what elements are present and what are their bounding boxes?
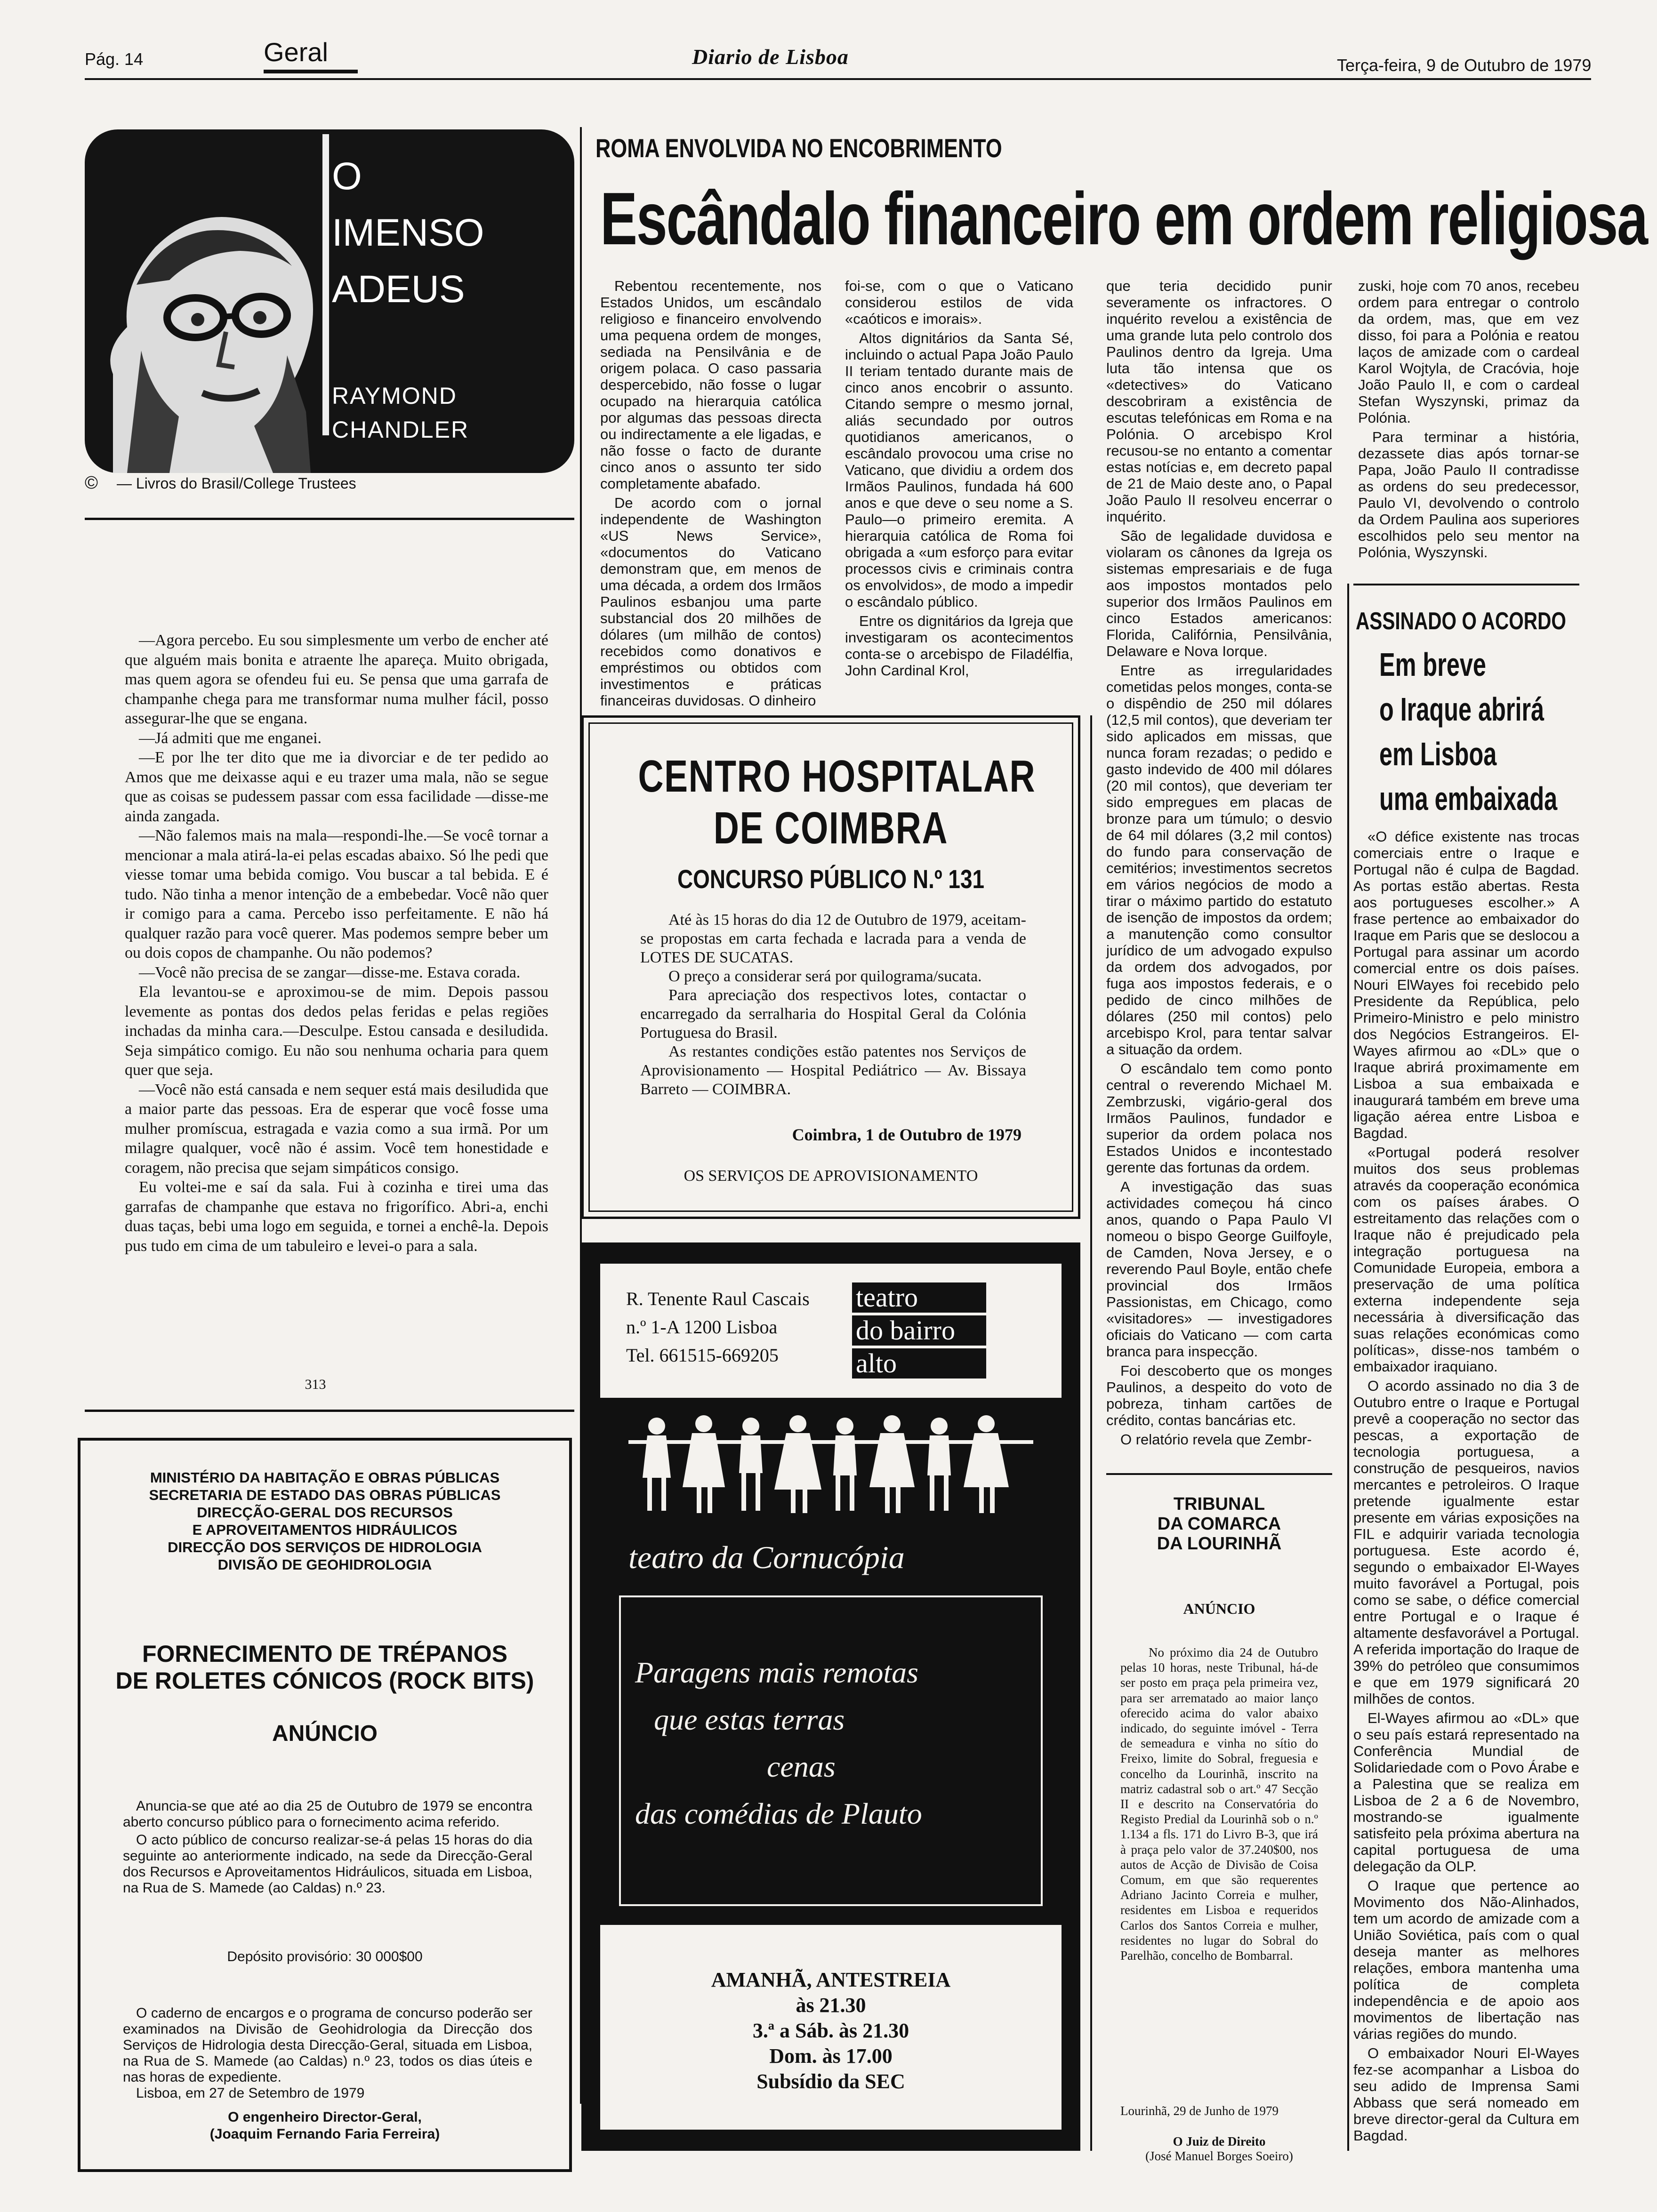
article-paragraph: O relatório revela que Zembr- — [1120, 1431, 1312, 1448]
article-paragraph: Para terminar a história, dezassete dias após tornar-se Papa, João Paulo II contradisse as ordens do seu predecessor, Paulo VI, devolvendo o controlo da Ordem Paulina aos superiores escolhidos pelo seu mentor na Polónia, Wyszynski. — [1358, 429, 1579, 561]
hospital-date: Coimbra, 1 de Outubro de 1979 — [792, 1125, 1022, 1144]
theatre-logo: teatro do bairro alto — [852, 1282, 986, 1378]
iraq-paragraph: El-Wayes afirmou ao «DL» que o seu país estará representado na Conferência Mundial de Solidariedade com o Povo Árabe e a Palestina que se realiza em Lisboa de 2 a 6 de Novembro, mostrando-se igualmente satisfeito pela próxima abertura na capital portuguesa de uma delegação da OLP. — [1353, 1710, 1579, 1875]
article-paragraph: O escândalo tem como ponto central o reverendo Michael M. Zembrzuski, vigário-geral dos Irmãos Paulinos, fundador e superior da ordem polaca nos Estados Unidos e incontestado gerente das fortunas da ordem. — [1106, 1060, 1332, 1176]
theatre-show-line: cenas — [767, 1750, 836, 1783]
book-author-line-2: CHANDLER — [332, 417, 469, 443]
ministry-title-line: DE ROLETES CÓNICOS (ROCK BITS) — [115, 1667, 534, 1694]
theatre-schedule-line: 3.ª a Sáb. às 21.30 — [752, 2019, 909, 2042]
ministry-signer-title: O engenheiro Director-Geral, — [228, 2109, 422, 2125]
ministry-header-line: DIVISÃO DE GEOHIDROLOGIA — [217, 1556, 432, 1573]
theatre-schedule-line: Dom. às 17.00 — [769, 2044, 893, 2068]
tribunal-date: Lourinhã, 29 de Junho de 1979 — [1120, 2104, 1279, 2118]
tribunal-anuncio: ANÚNCIO — [1183, 1600, 1255, 1617]
book-title-line-1: O — [332, 155, 362, 198]
article-column-1 — [600, 278, 821, 709]
book-paragraph: —Agora percebo. Eu sou simplesmente um verbo de encher até que alguém mais bonita e atraente lhe apareça. Muito obrigada, mas quem agora se ofendeu fui eu. Se pensa que uma garrafa de champanhe chega para me transformar numa mulher fácil, posso assegurar-lhe que se engana. — [125, 632, 548, 727]
book-paragraph: —E por lhe ter dito que me ia divorciar e de ter pedido ao Amos que me deixasse aqui e eu trazer uma mala, não se segue que as coisas se pudessem passar com essa facilidade —disse-me ainda zangada. — [125, 749, 548, 825]
article-paragraph: A investigação das suas actividades começou há cinco anos, quando o Papa Paulo VI nomeou o bispo George Guilfoyle, de Camden, Nova Jersey, e o reverendo Paul Boyle, então chefe provincial dos Irmãos Passionistas, em Chicago, como «visitadores» — investigadores oficiais do Vaticano — com carta branca para inspecção. — [1106, 1178, 1332, 1360]
theatre-show-line: Paragens mais remotas — [635, 1656, 919, 1689]
tribunal-signer-title: O Juiz de Direito — [1173, 2134, 1266, 2148]
theatre-illustration — [600, 1398, 1062, 1925]
issue-date: Terça-feira, 9 de Outubro de 1979 — [1337, 56, 1592, 75]
theatre-ad — [581, 1242, 1080, 2151]
hospital-ad — [581, 715, 1080, 1219]
section-underline — [264, 70, 358, 73]
ministry-header-line: DIRECÇÃO-GERAL DOS RECURSOS — [197, 1504, 453, 1521]
theatre-company: teatro da Cornucópia — [628, 1539, 905, 1575]
theatre-schedule-line: AMANHÃ, ANTESTREIA — [711, 1968, 951, 1991]
hospital-title-line-2: DE COIMBRA — [713, 803, 949, 853]
header-rule — [85, 78, 1591, 80]
hospital-paragraph: Para apreciação dos respectivos lotes, contactar o encarregado da serralharia do Hospital Geral da Colónia Portuguesa do Brasil. — [640, 986, 1026, 1042]
tribunal-signer-name: (José Manuel Borges Soeiro) — [1145, 2149, 1293, 2163]
book-page-number: 313 — [305, 1377, 326, 1392]
theatre-show-line: que estas terras — [654, 1703, 845, 1736]
hospital-footer: OS SERVIÇOS DE APROVISIONAMENTO — [684, 1167, 978, 1185]
article-headline: Escândalo financeiro em ordem religiosa — [600, 177, 1647, 260]
book-title-line-2: IMENSO — [332, 211, 484, 254]
book-rule-bottom — [85, 1410, 574, 1412]
hospital-subtitle: CONCURSO PÚBLICO N.º 131 — [677, 864, 985, 894]
tribunal-title-line: DA COMARCA — [1157, 1514, 1281, 1534]
article-column-2 — [845, 278, 1073, 692]
article-paragraph: São de legalidade duvidosa e violaram os cânones da Igreja os sistemas empresariais e de fuga aos impostos montados pelo superior dos Irmãos Paulinos em cinco Estados americanos: Florida, Califórnia, Pensilvânia, Delaware e Nova Iorque. — [1106, 528, 1332, 659]
iraq-body — [1353, 828, 1579, 2146]
article-column-3 — [1106, 278, 1332, 1468]
ministry-title-line: FORNECIMENTO DE TRÉPANOS — [142, 1641, 507, 1667]
article-paragraph: Foi descoberto que os monges Paulinos, a despeito do voto de pobreza, tinham cartões de crédito, contas bancárias etc. — [1106, 1362, 1332, 1428]
iraq-paragraph: «Portugal poderá resolver muitos dos seus problemas através da cooperação económica com os países árabes. O estreitamento das relações com o Iraque não é prejudicado pela integração portuguesa na Comunidade Europeia, embora a preservação de uma política externa independente seja necessária à diversificação das suas relações económicas como políticas», disse-nos também o embaixador iraquiano. — [1353, 1144, 1579, 1375]
iraq-paragraph: O embaixador Nouri El-Wayes fez-se acompanhar a Lisboa do seu adido de Imprensa Sami Abbass que será nomeado em breve director-geral da Cultura em Bagdad. — [1353, 2045, 1579, 2144]
article-paragraph: foi-se, com o que o Vaticano considerou estilos de vida «caóticos e imorais». — [845, 278, 1073, 327]
ministry-paragraph: O caderno de encargos e o programa de concurso poderão ser examinados na Divisão de Geohidrologia da Direcção dos Serviços de Hidrologia desta Direcção-Geral, situada em Lisboa, na Rua de S. Mamede (ao Caldas) n.º 23, todos os dias úteis e nas horas de expediente. — [123, 2005, 532, 2085]
article-paragraph: Rebentou recentemente, nos Estados Unidos, um escândalo religioso e financeiro envolvendo uma pequena ordem de monges, sediada na Pensilvânia e de origem polaca. O caso passaria despercebido, não fosse o lugar ocupado na hierarquia católica por algumas das pessoas directa ou indirectamente a ele ligadas, e não fosse o facto de durante cinco anos o assunto ter sido completamente abafado. — [600, 278, 821, 492]
theatre-address-line: Tel. 661515-669205 — [626, 1345, 779, 1366]
tribunal-body: No próximo dia 24 de Outubro pelas 10 horas, neste Tribunal, há-de ser posto em praça pela primeira vez, para ser arrematado ao maior lanço oferecido acima do valor abaixo indicado, do seguinte imóvel - Terra de semeadura e vinha no sítio do Freixo, limite do Sobral, freguesia e concelho da Lourinhã, inscrito na matriz cadastral sob o art.º 47 Secção II e descrito na Conservatória do Registo Predial da Lourinhã sob o n.º 1.134 a fls. 171 do Livro B-3, que irá à praça pelo valor de 37.240$00, nos autos de Acção de Divisão de Coisa Comum, em que são requerentes Adriano Jacinto Correia e mulher, residentes em Lisboa e requeridos Carlos dos Santos Correia e mulher, residentes no lugar do Sobral do Parelhão, concelho de Bombarral. — [1120, 1645, 1318, 1963]
ministry-signer-name: (Joaquim Fernando Faria Ferreira) — [209, 2126, 440, 2142]
iraq-rule — [1353, 584, 1579, 585]
theatre-schedule-line: Subsídio da SEC — [756, 2070, 905, 2093]
hospital-paragraph: As restantes condições estão patentes nos Serviços de Aprovisionamento — Hospital Pediátrico — Av. Bissaya Barreto — COIMBRA. — [640, 1043, 1026, 1098]
column-divider — [1347, 584, 1349, 2151]
article-paragraph: Entre os dignitários da Igreja que investigaram os acontecimentos conta-se o arcebispo de Filadélfia, John Cardinal Krol, — [845, 613, 1073, 679]
tribunal-title-line: DA LOURINHÃ — [1157, 1534, 1282, 1554]
ministry-header-line: E APROVEITAMENTOS HIDRÁULICOS — [192, 1522, 458, 1538]
ministry-paragraph: O acto público de concurso realizar-se-á pelas 15 horas do dia seguinte ao anteriormente indicado, na sede da Direcção-Geral dos Recursos e Aproveitamentos Hidráulicos, situada em Lisboa, na Rua de S. Mamede (ao Caldas) n.º 23. — [123, 1832, 532, 1896]
ministry-deposit: Depósito provisório: 30 000$00 — [227, 1949, 423, 1964]
theatre-address-line: n.º 1-A 1200 Lisboa — [626, 1316, 778, 1338]
article-paragraph: zuski, hoje com 70 anos, recebeu ordem para entregar o controlo da ordem, mas, que em vez disso, foi para a Polónia e reatou laços de amizade com o cardeal Karol Wojtyla, de Cracóvia, hoje João Paulo II, e com o cardeal Stefan Wyszynski, primaz da Polónia. — [1358, 278, 1579, 426]
article-paragraph: Altos dignitários da Santa Sé, incluindo o actual Papa João Paulo II teriam tentado durante mais de cinco anos encobrir o assunto. Citando sempre o mesmo jornal, aliás secundado por outros quotidianos americanos, o escândalo provocou uma crise no Vaticano, que dividiu a ordem dos Irmãos Paulinos, fundada há 600 anos e que deve o seu nome a S. Paulo—o primeiro eremita. A hierarquia católica de Roma foi obrigada a «um esforço para evitar processos civis e criminais contra os envolvidos», de modo a impedir o escândalo público. — [845, 330, 1073, 610]
book-paragraph: —Não falemos mais na mala—respondi-lhe.—Se você tornar a mencionar a mala atirá-la-ei pelas escadas abaixo. Só lhe pedi que viesse tomar uma bebida comigo. Vou buscar a tal bebida. E é tudo. Não tinha a menor intenção de a embebedar. Você não quer ir comigo para a cama. Percebo isso perfeitamente. E não há qualquer razão para você querer. Mas podemos sempre beber um ou dois copos de champanhe. Ou não podemos? — [125, 827, 548, 962]
book-excerpt — [125, 631, 548, 1256]
article-paragraph: De acordo com o jornal independente de Washington «US News Service», «documentos do Vaticano demonstram que, em menos de uma década, a ordem dos Irmãos Paulinos esbanjou uma parte substancial dos 20 milhões de dólares (um milhão de contos) recebidos como donativos e empréstimos ou obtidos com investimentos e práticas financeiras duvidosas. O dinheiro — [600, 495, 821, 709]
column-divider — [1090, 715, 1092, 2151]
theatre-show-panel — [619, 1595, 1043, 1906]
theatre-schedule-line: às 21.30 — [796, 1994, 866, 2017]
ministry-place-date: Lisboa, em 27 de Setembro de 1979 — [136, 2085, 365, 2101]
theatre-address-line: R. Tenente Raul Cascais — [626, 1288, 810, 1309]
theatre-show-line: das comédias de Plauto — [635, 1797, 922, 1830]
book-credit — [85, 473, 356, 493]
section-name: Geral — [264, 37, 328, 67]
ministry-header-line: DIRECÇÃO DOS SERVIÇOS DE HIDROLOGIA — [168, 1539, 482, 1555]
article-paragraph: que teria decidido punir severamente os infractores. O inquérito revelou a existência de uma grande luta pelo controlo dos Paulinos dentro da Igreja. Uma luta tão intensa que os «detectives» do Vaticano descobriram a existência de escutas telefónicas em Roma e na Polónia. O arcebispo Krol recusou-se no entanto a comentar estas notícias e, em decreto papal de 21 de Maio deste ano, o Papal João Paulo II resolveu encerrar o inquérito. — [1106, 278, 1332, 525]
book-cover — [85, 129, 574, 473]
ministry-ad — [78, 1438, 572, 2172]
ministry-paragraph: Anuncia-se que até ao dia 25 de Outubro de 1979 se encontra aberto concurso público para o fornecimento acima referido. — [123, 1798, 532, 1830]
hospital-paragraph: O preço a considerar será por quilograma/sucata. — [668, 968, 982, 985]
ministry-anuncio: ANÚNCIO — [272, 1721, 378, 1746]
author-portrait — [85, 129, 348, 473]
iraq-kicker: ASSINADO O ACORDO — [1356, 608, 1566, 635]
book-paragraph: —Você não precisa de se zangar—disse-me. Estava corada. — [139, 963, 521, 981]
dancers-figures-icon — [600, 1407, 1062, 1525]
article-paragraph: Entre as irregularidades cometidas pelos monges, conta-se o dispêndio de 250 mil dólares (12,5 mil contos), que deveriam ter sido aplicados em missas, que nunca foram rezadas; o pedido e gasto indevido de 400 mil dólares (20 mil contos), que deveriam ter sido empregues em placas de bronze para um túmulo; o desvio de 64 mil dólares (3,2 mil contos) do fundo para conservação de cemitérios; investimentos secretos em vários negócios de modo a tirar o máximo partido do estatuto de isenção de impostos da ordem; a manutenção como consultor jurídico de um advogado expulso da ordem dos advogados, por fuga aos impostos federais, e o pedido de cinco milhões de dólares (250 mil contos) pelo arcebispo Krol, para tentar salvar a situação da ordem. — [1106, 662, 1332, 1058]
tribunal-title — [1106, 1494, 1332, 1554]
iraq-paragraph: O Iraque que pertence ao Movimento dos Não-Alinhados, tem um acordo de amizade com a União Soviética, país com o qual deseja manter as melhores relações, embora mantenha uma política de completa independência e de apoio aos movimentos de libertação nas várias regiões do mundo. — [1353, 1877, 1579, 2042]
book-title-line-3: ADEUS — [332, 268, 465, 311]
book-paragraph: —Já admiti que me enganei. — [139, 729, 322, 747]
book-paragraph: Eu voltei-me e saí da sala. Fui à cozinha e tirei uma das garrafas de champanhe que estava no frigorífico. Abri-a, enchi duas taças, bebi uma logo em seguida, e tornei a enchê-la. Depois pus tudo em cima de um tabuleiro e levei-o para a sala. — [125, 1178, 548, 1255]
iraq-paragraph: O acordo assinado no dia 3 de Outubro entre o Iraque e Portugal prevê a cooperação no sector das pescas, a exportação de tecnologia portuguesa, a construção de pesqueiros, navios mercantes e petroleiros. O Iraque pretende igualmente estar presente em várias exposições na FIL e adquirir variada tecnologia portuguesa. Este acordo é, segundo o embaixador El-Wayes muito favorável a Portugal, pois como se sabe, o défice comercial entre Portugal e o Iraque é altamente desfavorável a Portugal. A referida importação do Iraque de 39% do petróleo que consumimos e que em 1979 significará 20 milhões de contos. — [1353, 1378, 1579, 1707]
book-credit-text: — Livros do Brasil/College Trustees — [117, 475, 356, 492]
book-paragraph: Ela levantou-se e aproximou-se de mim. Depois passou levemente as pontas dos dedos pelas feridas e pelas regiões inchadas da minha cara.—Desculpe. Estou cansada e desiludida. Seja simpático comigo. Eu não sou nenhuma ocharia para quem quer que seja. — [125, 983, 548, 1079]
hospital-paragraph: Até às 15 horas do dia 12 de Outubro de 1979, aceitam-se propostas em carta fechada e lacrada para a venda de LOTES DE SUCATAS. — [640, 911, 1026, 966]
tribunal-rule — [1106, 1473, 1332, 1475]
book-paragraph: —Você não está cansada e nem sequer está mais desiludida que a maior parte das pessoas. Era de esperar que você fosse uma mulher promíscua, estragada e vazia como a sua irmã. Por um milagre qualquer, você não é assim. Você tem honestidade e coragem, não precisa que sejam simpáticos consigo. — [125, 1081, 548, 1177]
book-rule-top — [85, 518, 574, 520]
page-number: Pág. 14 — [85, 49, 144, 69]
masthead: Diario de Lisboa — [692, 45, 849, 69]
iraq-paragraph: «O défice existente nas trocas comerciais entre o Iraque e Portugal não é culpa de Bagdad. As portas estão abertas. Resta aos portugueses escolher.» A frase pertence ao embaixador do Iraque em Paris que se deslocou a Portugal para assinar um acordo comercial entre os dois países. Nouri ElWayes foi recebido pelo Presidente da República, pelo Primeiro-Ministro e pelo ministro dos Negócios Estrangeiros. El-Wayes afirmou ao «DL» que o Iraque abrirá proximamente em Lisboa a sua embaixada e inaugurará também em breve uma ligação aérea entre Lisboa e Bagdad. — [1353, 828, 1579, 1141]
tribunal-title-line: TRIBUNAL — [1173, 1494, 1265, 1514]
article-kicker: ROMA ENVOLVIDA NO ENCOBRIMENTO — [595, 133, 1002, 163]
hospital-title-line-1: CENTRO HOSPITALAR — [638, 751, 1036, 801]
ministry-header-line: MINISTÉRIO DA HABITAÇÃO E OBRAS PÚBLICAS — [150, 1469, 500, 1486]
copyright-symbol: © — [85, 473, 98, 493]
article-column-4 — [1358, 278, 1579, 579]
book-author-line-1: RAYMOND — [332, 383, 457, 409]
iraq-headline: Em breve o Iraque abrirá em Lisboa uma embaixada — [1379, 646, 1558, 817]
ministry-header-line: SECRETARIA DE ESTADO DAS OBRAS PÚBLICAS — [149, 1487, 501, 1503]
